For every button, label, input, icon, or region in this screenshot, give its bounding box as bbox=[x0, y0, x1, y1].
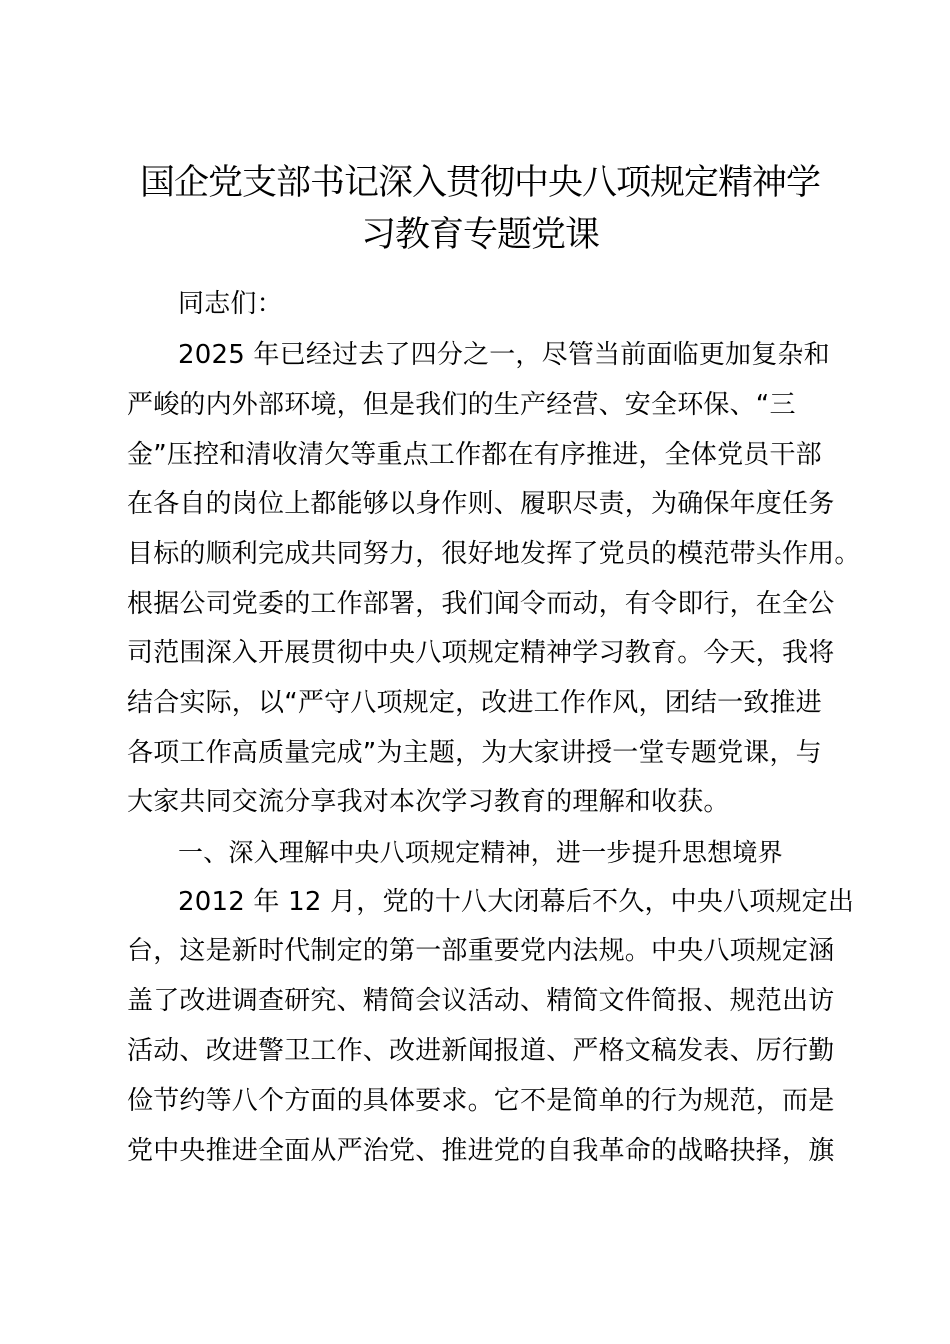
paragraph-line: 结合实际，以“严守八项规定，改进工作作风，团结一致推进 bbox=[127, 688, 822, 718]
paragraph-line: 俭节约等八个方面的具体要求。它不是简单的行为规范，而是 bbox=[127, 1086, 835, 1116]
paragraph-line: 大家共同交流分享我对本次学习教育的理解和收获。 bbox=[127, 787, 730, 817]
paragraph-line: 司范围深入开展贯彻中央八项规定精神学习教育。今天，我将 bbox=[127, 638, 835, 668]
paragraph-line: 2025 年已经过去了四分之一，尽管当前面临更加复杂和 bbox=[178, 340, 830, 370]
paragraph-line: 各项工作高质量完成”为主题，为大家讲授一堂专题党课，与 bbox=[127, 738, 822, 768]
paragraph-line: 根据公司党委的工作部署，我们闻令而动，有令即行，在全公 bbox=[127, 589, 835, 619]
document-title-line-1: 国企党支部书记深入贯彻中央八项规定精神学 bbox=[139, 163, 820, 203]
document-title-line-2: 习教育专题党课 bbox=[360, 215, 599, 255]
paragraph-line: 目标的顺利完成共同努力，很好地发挥了党员的模范带头作用。 bbox=[127, 539, 861, 569]
paragraph-line: 在各自的岗位上都能够以身作则、履职尽责，为确保年度任务 bbox=[127, 489, 835, 519]
paragraph-line: 金”压控和清收清欠等重点工作都在有序推进，全体党员干部 bbox=[127, 440, 822, 470]
paragraph-line: 盖了改进调查研究、精简会议活动、精简文件简报、规范出访 bbox=[127, 986, 835, 1016]
paragraph-line: 2012 年 12 月，党的十八大闭幕后不久，中央八项规定出 bbox=[178, 887, 855, 917]
paragraph-line: 严峻的内外部环境，但是我们的生产经营、安全环保、“三 bbox=[127, 390, 796, 420]
section-heading: 一、深入理解中央八项规定精神，进一步提升思想境界 bbox=[178, 838, 783, 867]
paragraph-line: 台，这是新时代制定的第一部重要党内法规。中央八项规定涵 bbox=[127, 936, 835, 966]
salutation: 同志们： bbox=[178, 289, 283, 319]
paragraph-line: 活动、改进警卫工作、改进新闻报道、严格文稿发表、厉行勤 bbox=[127, 1036, 835, 1066]
paragraph-line: 党中央推进全面从严治党、推进党的自我革命的战略抉择，旗 bbox=[127, 1136, 835, 1166]
